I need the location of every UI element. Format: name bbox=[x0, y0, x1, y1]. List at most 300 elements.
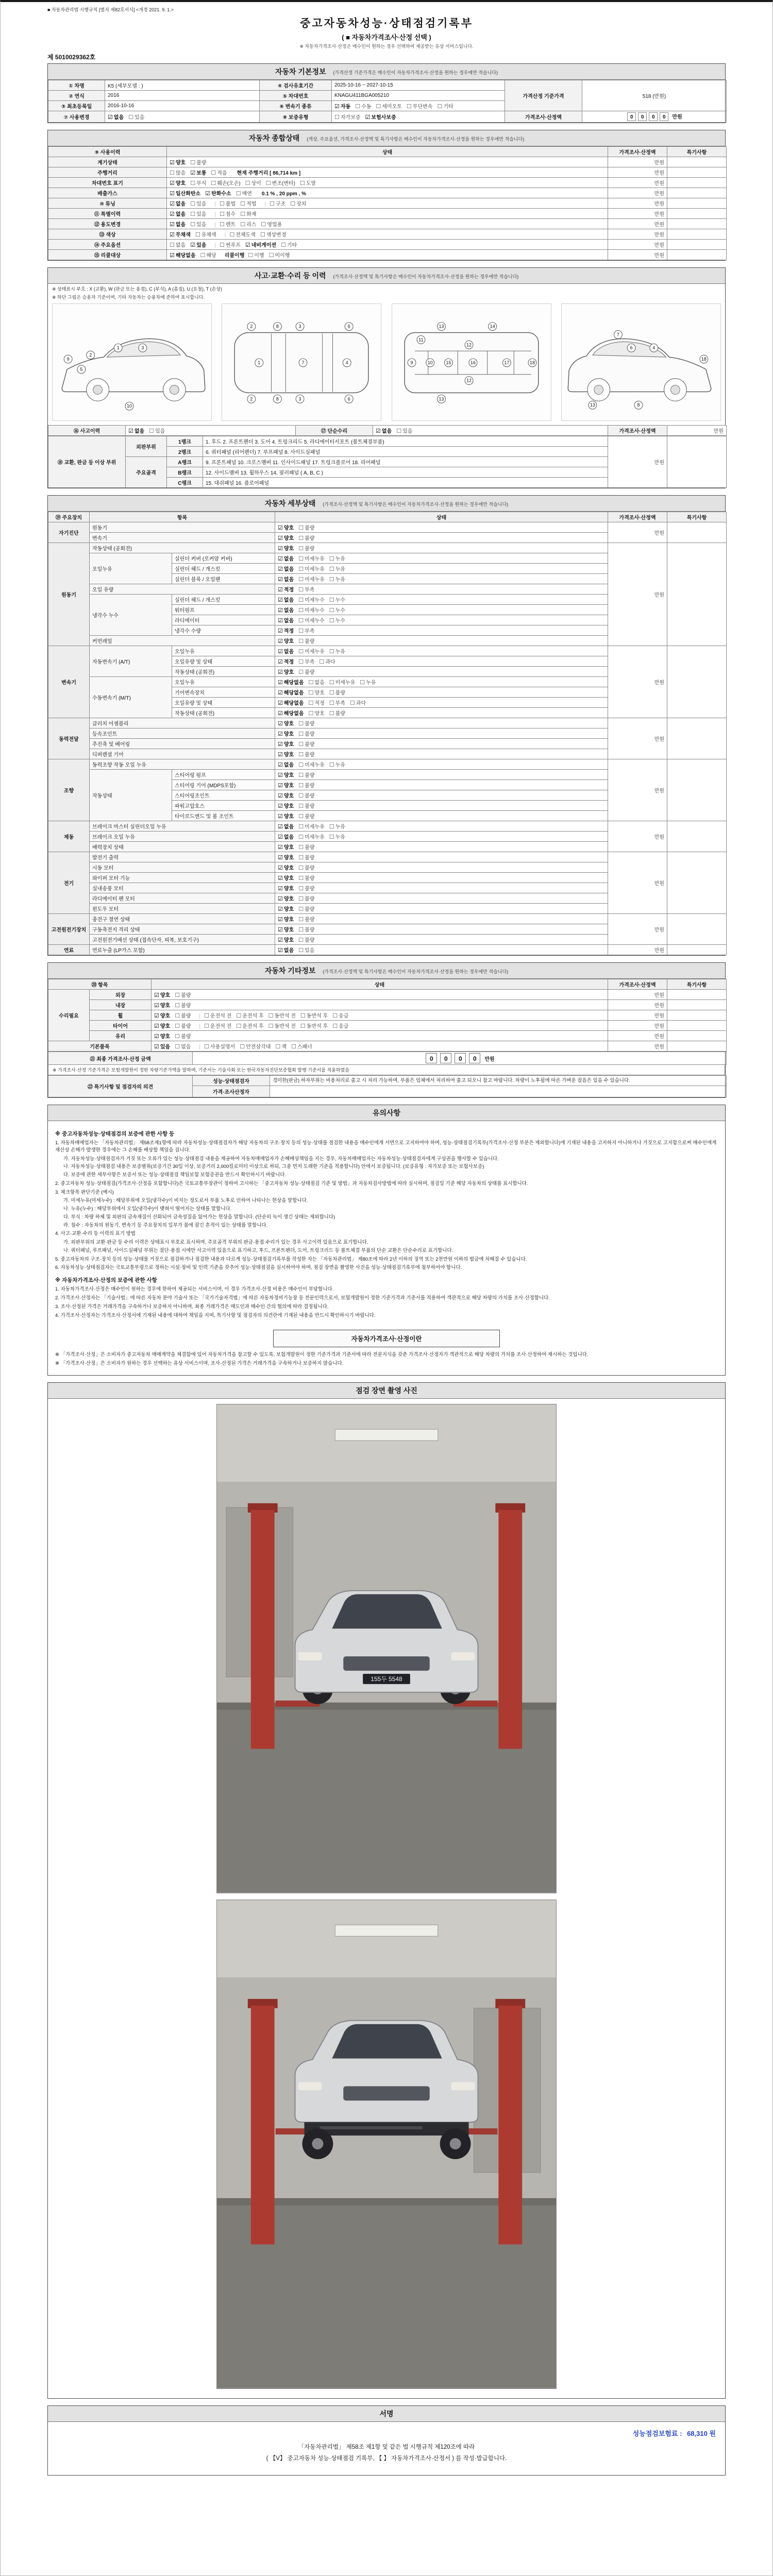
checkbox-부족[interactable] bbox=[329, 699, 345, 706]
price-box-label: 가격조사·산정액 bbox=[505, 111, 582, 123]
checkbox-label: 운전석 전 bbox=[210, 1013, 232, 1019]
checkbox-과다[interactable] bbox=[350, 699, 366, 706]
overall-state-cell bbox=[167, 250, 608, 260]
checkbox-기타[interactable] bbox=[437, 102, 453, 110]
checkbox-사용설명서[interactable] bbox=[204, 1042, 235, 1050]
checkbox-label: 누유 bbox=[335, 835, 345, 840]
checkbox-box-icon: ☐ bbox=[319, 659, 325, 665]
price-cell: 만원 bbox=[608, 1041, 667, 1052]
col-state: 상태 bbox=[167, 147, 608, 157]
checkbox-없음[interactable] bbox=[278, 833, 294, 840]
checkbox-불량[interactable] bbox=[298, 668, 314, 675]
checkbox-불량[interactable] bbox=[175, 1032, 191, 1040]
transmission-label: ⑥ 변속기 종류 bbox=[260, 101, 332, 111]
checkbox-불량[interactable] bbox=[298, 863, 314, 871]
checkbox-적정[interactable] bbox=[309, 699, 325, 706]
checkbox-양호[interactable] bbox=[278, 802, 294, 809]
checkbox-잭[interactable] bbox=[275, 1042, 287, 1050]
checkbox-box-icon: ☐ bbox=[298, 896, 304, 902]
checkbox-box-icon: ☑ bbox=[170, 211, 175, 217]
checkbox-네비게이션[interactable] bbox=[245, 241, 276, 248]
options-separator: | bbox=[214, 201, 216, 207]
checkbox-불량[interactable] bbox=[329, 709, 345, 717]
section-basic-title: 자동차 기본정보 bbox=[275, 67, 326, 76]
detail-state-cell bbox=[275, 605, 608, 615]
checkbox-누수[interactable] bbox=[329, 606, 345, 614]
checkbox-불량[interactable] bbox=[298, 719, 314, 727]
checkbox-양호[interactable] bbox=[154, 1032, 170, 1040]
checkbox-양호[interactable] bbox=[278, 843, 294, 851]
checkbox-양호[interactable] bbox=[278, 863, 294, 871]
checkbox-없음[interactable] bbox=[278, 575, 294, 583]
checkbox-해당[interactable] bbox=[200, 251, 216, 259]
checkbox-없음[interactable] bbox=[278, 647, 294, 655]
checkbox-운전석 전[interactable] bbox=[204, 1011, 231, 1019]
checkbox-변조(변타)[interactable] bbox=[266, 179, 295, 187]
checkbox-양호[interactable] bbox=[154, 1011, 170, 1019]
checkbox-썬루프[interactable] bbox=[220, 241, 241, 248]
checkbox-box-icon: ☐ bbox=[298, 762, 304, 768]
checkbox-많음[interactable] bbox=[170, 168, 186, 176]
checkbox-불량[interactable] bbox=[298, 802, 314, 809]
svg-text:9: 9 bbox=[410, 360, 413, 365]
checkbox-부족[interactable] bbox=[298, 585, 314, 593]
checkbox-label: 양호 bbox=[283, 917, 294, 923]
checkbox-box-icon: ☑ bbox=[154, 1013, 159, 1019]
checkbox-매연[interactable] bbox=[236, 189, 252, 197]
checkbox-box-icon: ☑ bbox=[190, 170, 196, 176]
state-mid-label: 리콜이행 bbox=[224, 253, 245, 259]
checkbox-적정[interactable] bbox=[278, 657, 294, 665]
checkbox-자동[interactable] bbox=[334, 102, 350, 110]
checkbox-세미오토[interactable] bbox=[376, 102, 402, 110]
checkbox-자가보증[interactable] bbox=[334, 113, 361, 121]
checkbox-부식[interactable] bbox=[190, 179, 206, 187]
checkbox-불량[interactable] bbox=[298, 925, 314, 933]
options-separator: | bbox=[264, 201, 266, 207]
section-photos-head bbox=[48, 1383, 725, 1399]
checkbox-있음[interactable] bbox=[154, 1042, 170, 1050]
checkbox-불량[interactable] bbox=[298, 874, 314, 882]
checkbox-없음[interactable] bbox=[170, 241, 186, 248]
checkbox-누유[interactable] bbox=[360, 678, 376, 686]
checkbox-있음[interactable] bbox=[190, 210, 206, 217]
checkbox-box-icon: ☑ bbox=[278, 752, 283, 758]
checkbox-label: 누수 bbox=[335, 618, 345, 624]
checkbox-없음[interactable] bbox=[278, 946, 294, 954]
note-cell bbox=[667, 1000, 727, 1010]
detail-subitem-label: 작동상태 (공회전) bbox=[172, 708, 275, 718]
checkbox-불량[interactable] bbox=[298, 523, 314, 531]
checkbox-수동[interactable] bbox=[355, 102, 371, 110]
checkbox-label: 도말 bbox=[306, 181, 316, 187]
checkbox-양호[interactable] bbox=[278, 534, 294, 541]
checkbox-양호[interactable] bbox=[278, 781, 294, 789]
checkbox-양호[interactable] bbox=[278, 853, 294, 861]
checkbox-있음[interactable] bbox=[149, 427, 165, 434]
checkbox-없음[interactable] bbox=[278, 565, 294, 572]
checkbox-양호[interactable] bbox=[154, 991, 170, 998]
checkbox-운전석 후[interactable] bbox=[236, 1011, 263, 1019]
checkbox-양호[interactable] bbox=[278, 791, 294, 799]
checkbox-box-icon: ☑ bbox=[170, 232, 175, 238]
checkbox-box-icon: ☑ bbox=[278, 690, 283, 696]
checkbox-label: 양호 bbox=[160, 1034, 171, 1040]
checkbox-해당없음[interactable] bbox=[278, 688, 304, 696]
checkbox-없음[interactable] bbox=[170, 210, 186, 217]
checkbox-양호[interactable] bbox=[278, 668, 294, 675]
checkbox-미세누유[interactable] bbox=[329, 678, 356, 686]
checkbox-불량[interactable] bbox=[298, 853, 314, 861]
detail-state-cell bbox=[275, 574, 608, 584]
overall-item-label: ⑪ 특별이력 bbox=[48, 209, 167, 219]
checkbox-label: 누유 bbox=[335, 762, 345, 768]
checkbox-label: 양호 bbox=[283, 783, 294, 789]
checkbox-침수[interactable] bbox=[220, 210, 236, 217]
checkbox-누수[interactable] bbox=[329, 596, 345, 603]
checkbox-box-icon: ☑ bbox=[278, 896, 283, 902]
checkbox-없음[interactable] bbox=[108, 113, 124, 121]
checkbox-불량[interactable] bbox=[298, 812, 314, 820]
checkbox-무채색[interactable] bbox=[170, 230, 191, 238]
checkbox-불량[interactable] bbox=[298, 637, 314, 645]
checkbox-불량[interactable] bbox=[298, 730, 314, 737]
checkbox-미세누유[interactable] bbox=[298, 575, 325, 583]
checkbox-안전삼각대[interactable] bbox=[240, 1042, 271, 1050]
fee-label: 성능점검보험료 : bbox=[632, 2429, 682, 2437]
checkbox-유채색[interactable] bbox=[195, 230, 216, 238]
checkbox-구조[interactable] bbox=[270, 199, 285, 207]
checkbox-없음[interactable] bbox=[278, 554, 294, 562]
checkbox-불량[interactable] bbox=[298, 894, 314, 902]
checkbox-불량[interactable] bbox=[175, 991, 191, 998]
car-diagram-front-quarter bbox=[52, 303, 212, 421]
checkbox-box-icon: ☑ bbox=[278, 855, 283, 861]
checkbox-불량[interactable] bbox=[298, 843, 314, 851]
checkbox-양호[interactable] bbox=[154, 1001, 170, 1009]
checkbox-누유[interactable] bbox=[329, 760, 345, 768]
detail-item-label: 브레이크 오일 누유 bbox=[90, 832, 275, 842]
checkbox-없음[interactable] bbox=[278, 822, 294, 830]
checkbox-응급[interactable] bbox=[332, 1011, 348, 1019]
detail-item-label: 와이퍼 모터 기능 bbox=[90, 873, 275, 883]
checkbox-스패너[interactable] bbox=[291, 1042, 312, 1050]
detail-state-cell bbox=[275, 945, 608, 955]
checkbox-없음[interactable] bbox=[170, 220, 186, 228]
checkbox-불량[interactable] bbox=[298, 750, 314, 758]
checkbox-불량[interactable] bbox=[298, 781, 314, 789]
checkbox-양호[interactable] bbox=[278, 544, 294, 552]
checkbox-label: 운전석 전 bbox=[210, 1024, 232, 1029]
section-detail-head bbox=[48, 496, 725, 512]
checkbox-box-icon: ☐ bbox=[332, 1023, 338, 1029]
checkbox-label: 해당없음 bbox=[283, 690, 304, 696]
checkbox-보통[interactable] bbox=[190, 168, 206, 176]
checkbox-부족[interactable] bbox=[298, 626, 314, 634]
checkbox-미세누유[interactable] bbox=[298, 760, 325, 768]
checkbox-box-icon: ☑ bbox=[170, 191, 175, 197]
checkbox-누유[interactable] bbox=[329, 647, 345, 655]
checkbox-영업용[interactable] bbox=[261, 220, 282, 228]
checkbox-label: 훼손(오손) bbox=[217, 181, 241, 187]
checkbox-label: 없음 bbox=[283, 618, 294, 624]
checkbox-label: 없음 bbox=[283, 948, 294, 954]
checkbox-적음[interactable] bbox=[211, 168, 227, 176]
checkbox-label: 유채색 bbox=[201, 232, 216, 238]
rank-name: 1랭크 bbox=[167, 436, 203, 447]
checkbox-누유[interactable] bbox=[329, 833, 345, 840]
notice-paragraph: 4. 가격조사·산정자는 가격조사·산정서에 기재된 내용에 대하여 책임을 지며, 특기사항 및 점검자의 의견란에 기재된 내용을 반드시 확인하시기 바랍니다. bbox=[55, 1312, 376, 1318]
checkbox-불법[interactable] bbox=[220, 199, 236, 207]
checkbox-누유[interactable] bbox=[329, 554, 345, 562]
checkbox-label: 부족 bbox=[305, 659, 315, 665]
checkbox-label: 불량 bbox=[181, 1034, 191, 1040]
checkbox-label: 기타 bbox=[443, 104, 453, 110]
checkbox-box-icon: ☑ bbox=[278, 865, 283, 871]
checkbox-양호[interactable] bbox=[278, 771, 294, 778]
detail-item-label: 클러치 어셈블리 bbox=[90, 718, 275, 728]
checkbox-적법[interactable] bbox=[240, 199, 256, 207]
price-cell: 만원 bbox=[608, 1010, 667, 1021]
checkbox-누유[interactable] bbox=[329, 565, 345, 572]
checkbox-label: 양호 bbox=[283, 814, 294, 820]
checkbox-무단변속[interactable] bbox=[407, 102, 433, 110]
checkbox-양호[interactable] bbox=[278, 812, 294, 820]
checkbox-해당없음[interactable] bbox=[278, 699, 304, 706]
checkbox-양호[interactable] bbox=[309, 688, 325, 696]
checkbox-label: 없음 bbox=[175, 222, 186, 228]
checkbox-미세누수[interactable] bbox=[298, 596, 325, 603]
checkbox-양호[interactable] bbox=[278, 750, 294, 758]
checkbox-미세누유[interactable] bbox=[298, 647, 325, 655]
checkbox-색상변경[interactable] bbox=[260, 230, 287, 238]
table-row bbox=[48, 1010, 727, 1021]
checkbox-양호[interactable] bbox=[278, 905, 294, 912]
checkbox-불량[interactable] bbox=[298, 740, 314, 748]
checkbox-label: 불량 bbox=[305, 896, 315, 902]
checkbox-양호[interactable] bbox=[278, 915, 294, 923]
checkbox-있음[interactable] bbox=[128, 113, 144, 121]
detail-state-cell bbox=[275, 646, 608, 656]
checkbox-동반석 후[interactable] bbox=[300, 1022, 328, 1029]
checkbox-보험사보증[interactable] bbox=[365, 113, 396, 121]
checkbox-불량[interactable] bbox=[298, 534, 314, 541]
checkbox-양호[interactable] bbox=[278, 925, 294, 933]
checkbox-전체도색[interactable] bbox=[229, 230, 256, 238]
overall-item-label: 계기상태 bbox=[48, 157, 167, 167]
checkbox-label: 없음 bbox=[283, 649, 294, 655]
checkbox-없음[interactable] bbox=[278, 596, 294, 603]
checkbox-양호[interactable] bbox=[278, 740, 294, 748]
checkbox-box-icon: ☐ bbox=[298, 741, 304, 748]
detail-subitem-label: 타이로드엔드 및 볼 조인트 bbox=[172, 811, 275, 821]
car-diagram-rear-quarter bbox=[561, 303, 721, 421]
checkbox-양호[interactable] bbox=[278, 730, 294, 737]
checkbox-양호[interactable] bbox=[278, 719, 294, 727]
checkbox-미세누유[interactable] bbox=[298, 565, 325, 572]
checkbox-누수[interactable] bbox=[329, 616, 345, 624]
section-accident-note: (가격조사·산정액 및 특기사항은 매수인이 자동차가격조사·산정을 원하는 경우에만 적습니다) bbox=[333, 274, 519, 279]
checkbox-불량[interactable] bbox=[329, 688, 345, 696]
col-device: ⑲ 주요장치 bbox=[48, 512, 90, 522]
checkbox-불량[interactable] bbox=[298, 915, 314, 923]
section-basic-note: (가격산정 기준가격은 매수인이 자동차가격조사·산정을 원하는 경우에만 적습니다) bbox=[333, 70, 498, 75]
checkbox-양호[interactable] bbox=[278, 884, 294, 892]
section-photos-title: 점검 장면 촬영 사진 bbox=[356, 1386, 417, 1395]
checkbox-box-icon: ☐ bbox=[236, 1013, 242, 1019]
checkbox-불량[interactable] bbox=[298, 884, 314, 892]
checkbox-없음[interactable] bbox=[309, 678, 325, 686]
checkbox-미세누수[interactable] bbox=[298, 606, 325, 614]
checkbox-이행[interactable] bbox=[248, 251, 264, 259]
checkbox-없음[interactable] bbox=[278, 616, 294, 624]
table-row bbox=[48, 1021, 727, 1031]
checkbox-양호[interactable] bbox=[309, 709, 325, 717]
checkbox-label: 양호 bbox=[283, 938, 294, 943]
checkbox-있음[interactable] bbox=[298, 946, 314, 954]
checkbox-양호[interactable] bbox=[278, 523, 294, 531]
checkbox-box-icon: ☐ bbox=[175, 1013, 180, 1019]
checkbox-불량[interactable] bbox=[190, 158, 206, 166]
checkbox-미이행[interactable] bbox=[269, 251, 290, 259]
checkbox-있음[interactable] bbox=[396, 427, 412, 434]
model-year-value: 2016 bbox=[105, 91, 260, 101]
checkbox-있음[interactable] bbox=[190, 199, 206, 207]
checkbox-label: 불량 bbox=[181, 1013, 191, 1019]
checkbox-운전석 전[interactable] bbox=[204, 1022, 231, 1029]
checkbox-box-icon: ☐ bbox=[268, 252, 274, 259]
checkbox-누유[interactable] bbox=[329, 575, 345, 583]
price-cell: 만원 bbox=[608, 178, 667, 188]
checkbox-장치[interactable] bbox=[290, 199, 306, 207]
checkbox-양호[interactable] bbox=[154, 1022, 170, 1029]
checkbox-label: 동반석 전 bbox=[274, 1024, 296, 1029]
detail-item-label: 커먼레일 bbox=[90, 636, 275, 646]
checkbox-도말[interactable] bbox=[300, 179, 316, 187]
checkbox-box-icon: ☐ bbox=[281, 242, 286, 248]
checkbox-box-icon: ☐ bbox=[308, 710, 314, 717]
checkbox-탄화수소[interactable] bbox=[205, 189, 231, 197]
checkbox-box-icon: ☑ bbox=[108, 114, 113, 121]
checkbox-있음[interactable] bbox=[190, 220, 206, 228]
inspection-photo-car-on-lift bbox=[216, 1404, 557, 1893]
checkbox-렌트[interactable] bbox=[220, 220, 236, 228]
checkbox-불량[interactable] bbox=[175, 1022, 191, 1029]
checkbox-box-icon: ☐ bbox=[299, 180, 305, 187]
checkbox-없음[interactable] bbox=[376, 427, 392, 434]
checkbox-없음[interactable] bbox=[128, 427, 144, 434]
checkbox-응급[interactable] bbox=[332, 1022, 348, 1029]
detail-state-cell bbox=[275, 935, 608, 945]
checkbox-box-icon: ☐ bbox=[329, 577, 334, 583]
price-box-digits bbox=[582, 111, 727, 123]
checkbox-누유[interactable] bbox=[329, 822, 345, 830]
svg-text:10: 10 bbox=[127, 403, 132, 409]
checkbox-리스[interactable] bbox=[240, 220, 256, 228]
checkbox-box-icon: ☐ bbox=[190, 160, 196, 166]
checkbox-label: 있음 bbox=[135, 115, 145, 121]
svg-text:3: 3 bbox=[141, 345, 144, 351]
checkbox-동반석 후[interactable] bbox=[300, 1011, 328, 1019]
checkbox-미세누유[interactable] bbox=[298, 822, 325, 830]
checkbox-미세누수[interactable] bbox=[298, 616, 325, 624]
opinion-title: ㉒ 특기사항 및 점검자의 의견 bbox=[48, 1076, 193, 1097]
checkbox-양호[interactable] bbox=[278, 894, 294, 902]
checkbox-label: 누수 bbox=[335, 608, 345, 614]
checkbox-운전석 후[interactable] bbox=[236, 1022, 263, 1029]
checkbox-label: 응급 bbox=[339, 1024, 349, 1029]
col-note: 특기사항 bbox=[667, 979, 727, 990]
col-price: 가격조사·산정액 bbox=[608, 512, 667, 522]
checkbox-적정[interactable] bbox=[278, 626, 294, 634]
checkbox-있음[interactable] bbox=[190, 241, 206, 248]
photos-body bbox=[48, 1399, 725, 2398]
checkbox-동반석 전[interactable] bbox=[268, 1011, 296, 1019]
checkbox-없음[interactable] bbox=[278, 760, 294, 768]
detail-item-label: 추진축 및 베어링 bbox=[90, 739, 275, 749]
checkbox-box-icon: ☐ bbox=[236, 191, 241, 197]
note-cell bbox=[667, 229, 727, 240]
checkbox-적정[interactable] bbox=[278, 585, 294, 593]
checkbox-해당없음[interactable] bbox=[170, 251, 196, 259]
checkbox-기타[interactable] bbox=[281, 241, 297, 248]
checkbox-불량[interactable] bbox=[298, 905, 314, 912]
notice-paragraph: 나. 누유(누수) : 해당부위에서 오일(냉각수)이 맺혀서 떨어지는 상태를 말합니다. bbox=[63, 1206, 232, 1212]
checkbox-불량[interactable] bbox=[298, 936, 314, 943]
checkbox-해당없음[interactable] bbox=[278, 709, 304, 717]
checkbox-불량[interactable] bbox=[298, 791, 314, 799]
price-cell: 만원 bbox=[608, 209, 667, 219]
checkbox-상이[interactable] bbox=[245, 179, 261, 187]
checkbox-label: 있음 bbox=[402, 429, 413, 434]
checkbox-label: 적정 bbox=[314, 701, 325, 706]
note-cell bbox=[667, 852, 727, 914]
checkbox-label: 잭 bbox=[281, 1044, 287, 1050]
checkbox-미세누유[interactable] bbox=[298, 554, 325, 562]
checkbox-불량[interactable] bbox=[175, 1001, 191, 1009]
checkbox-불량[interactable] bbox=[298, 544, 314, 552]
checkbox-label: 불량 bbox=[305, 907, 315, 912]
checkbox-없음[interactable] bbox=[170, 199, 186, 207]
checkbox-label: 양호 bbox=[283, 732, 294, 737]
checkbox-불량[interactable] bbox=[298, 771, 314, 778]
checkbox-과다[interactable] bbox=[319, 657, 335, 665]
checkbox-양호[interactable] bbox=[278, 936, 294, 943]
checkbox-label: 불량 bbox=[305, 752, 315, 758]
checkbox-없음[interactable] bbox=[278, 606, 294, 614]
checkbox-양호[interactable] bbox=[278, 637, 294, 645]
checkbox-화재[interactable] bbox=[240, 210, 256, 217]
checkbox-없음[interactable] bbox=[175, 1042, 191, 1050]
checkbox-미세누유[interactable] bbox=[298, 833, 325, 840]
section-basic-info bbox=[47, 63, 726, 123]
checkbox-양호[interactable] bbox=[170, 158, 186, 166]
checkbox-box-icon: ☐ bbox=[261, 222, 266, 228]
checkbox-부족[interactable] bbox=[298, 657, 314, 665]
checkbox-불량[interactable] bbox=[175, 1011, 191, 1019]
checkbox-양호[interactable] bbox=[278, 874, 294, 882]
checkbox-label: 운전석 후 bbox=[242, 1024, 264, 1029]
table-row bbox=[48, 80, 727, 91]
checkbox-해당없음[interactable] bbox=[278, 678, 304, 686]
checkbox-label: 없음 bbox=[113, 115, 124, 121]
checkbox-양호[interactable] bbox=[170, 179, 186, 187]
checkbox-box-icon: ☐ bbox=[175, 1044, 180, 1050]
checkbox-훼손(오손)[interactable] bbox=[211, 179, 240, 187]
checkbox-box-icon: ☑ bbox=[278, 618, 283, 624]
checkbox-동반석 전[interactable] bbox=[268, 1022, 296, 1029]
checkbox-일산화탄소[interactable] bbox=[170, 189, 200, 197]
